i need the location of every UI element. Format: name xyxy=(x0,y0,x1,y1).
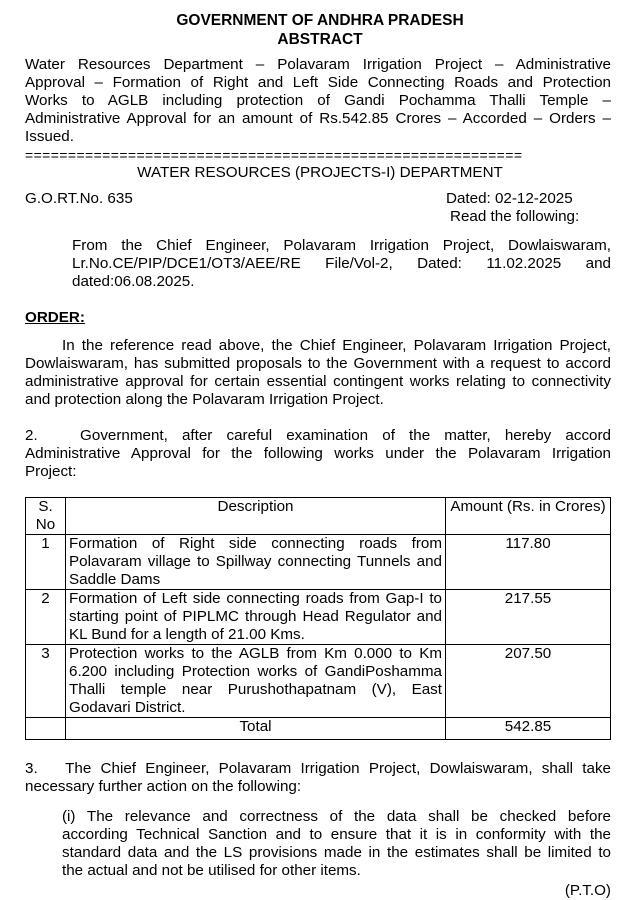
government-heading: GOVERNMENT OF ANDHRA PRADESH xyxy=(176,12,464,29)
row-description xyxy=(66,645,446,718)
read-following: Read the following: xyxy=(450,208,580,225)
para1-line-1: In the reference read above, the Chief Engineer, Polavaram Irrigation Project, xyxy=(62,337,611,354)
total-label: Total xyxy=(66,718,446,740)
abstract-line-2: Approval – Formation of Right and Left Side Connecting Roads and Protection xyxy=(25,74,611,91)
table-total-row xyxy=(26,718,611,740)
go-date: Dated: 02-12-2025 xyxy=(446,190,573,207)
table-row xyxy=(26,645,611,718)
header-amount: Amount (Rs. in Crores) xyxy=(446,498,611,535)
row-amount: 117.80 xyxy=(446,535,611,590)
total-amount: 542.85 xyxy=(446,718,611,740)
row-sno: 3 xyxy=(26,645,66,718)
reference-line-3: dated:06.08.2025. xyxy=(72,273,195,290)
para3-line-1: 3. The Chief Engineer, Polavaram Irrigation Project, Dowlaiswaram, shall take xyxy=(25,760,611,777)
header-sno: S. No xyxy=(26,498,66,535)
para3-i-line-4: the actual and not be utilised for other items. xyxy=(62,862,361,879)
row-description-text: Formation of Left side connecting roads from Gap-I to starting point of PIPLMC through Head Regulator and KL Bund for a length of 21.00 Kms. xyxy=(69,590,442,643)
para1-line-4: and protection along the Polavaram Irrigation Project. xyxy=(25,391,384,408)
row-description xyxy=(66,535,446,590)
para1-line-3: administrative approval for certain essential contingent works relating to connectivity xyxy=(25,373,611,390)
para2-line-2: Administrative Approval for the following works under the Polavaram Irrigation xyxy=(25,445,611,462)
total-empty-cell xyxy=(26,718,66,740)
table-row xyxy=(26,535,611,590)
order-heading: ORDER: xyxy=(25,309,85,326)
para3-i-line-2: according Technical Sanction and to ensure that it is in conformity with the xyxy=(62,826,611,843)
row-description xyxy=(66,590,446,645)
para1-line-2: Dowlaiswaram, has submitted proposals to the Government with a request to accord xyxy=(25,355,611,372)
para2-line-3: Project: xyxy=(25,463,77,480)
para3-i-line-1: (i) The relevance and correctness of the data shall be checked before xyxy=(62,808,611,825)
separator-line: ========================================================== xyxy=(25,147,523,163)
row-sno: 1 xyxy=(26,535,66,590)
header-description: Description xyxy=(66,498,446,535)
works-table xyxy=(25,497,611,740)
pto-note: (P.T.O) xyxy=(564,882,611,899)
table-row xyxy=(26,590,611,645)
table-header-row xyxy=(26,498,611,535)
row-description-text: Formation of Right side connecting roads from Polavaram village to Spillway connecting Tunnels and Saddle Dams xyxy=(69,535,442,588)
para2-line-1: 2. Government, after careful examination of the matter, hereby accord xyxy=(25,427,611,444)
abstract-line-3: Works to AGLB including protection of Gandi Pochamma Thalli Temple – xyxy=(25,92,611,109)
para3-line-2: necessary further action on the following: xyxy=(25,778,302,795)
para3-i-line-3: standard data and the LS provisions made in the estimates shall be limited to xyxy=(62,844,611,861)
row-amount: 207.50 xyxy=(446,645,611,718)
reference-line-1: From the Chief Engineer, Polavaram Irrigation Project, Dowlaiswaram, xyxy=(72,237,611,254)
abstract-line-4: Administrative Approval for an amount of Rs.542.85 Crores – Accorded – Orders – xyxy=(25,110,611,127)
abstract-line-1: Water Resources Department – Polavaram Irrigation Project – Administrative xyxy=(25,56,611,73)
go-number: G.O.RT.No. 635 xyxy=(25,190,133,207)
reference-line-2: Lr.No.CE/PIP/DCE1/OT3/AEE/RE File/Vol-2, Dated: 11.02.2025 and xyxy=(72,255,611,272)
abstract-heading: ABSTRACT xyxy=(277,31,363,48)
row-sno: 2 xyxy=(26,590,66,645)
abstract-line-5: Issued. xyxy=(25,128,74,145)
department-name: WATER RESOURCES (PROJECTS-I) DEPARTMENT xyxy=(137,164,503,181)
row-description-text: Protection works to the AGLB from Km 0.000 to Km 6.200 including Protection works of GandiPoshamma Thalli temple near Purushothapatnam (V), East Godavari District. xyxy=(69,645,442,716)
row-amount: 217.55 xyxy=(446,590,611,645)
